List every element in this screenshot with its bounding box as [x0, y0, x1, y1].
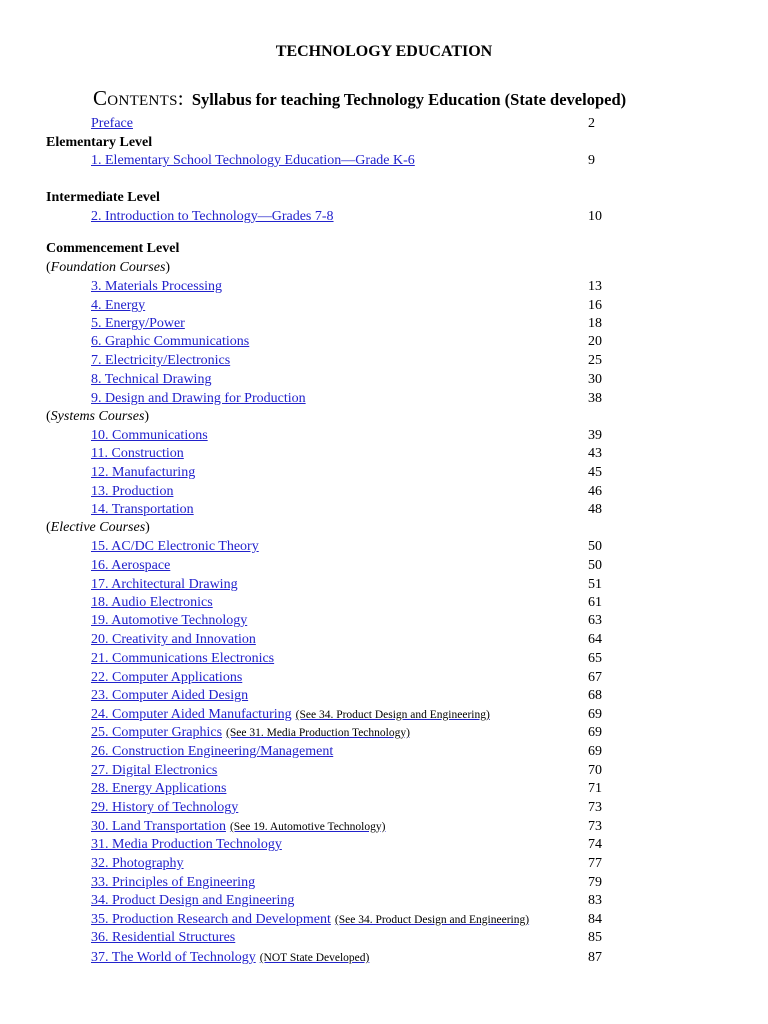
toc-link[interactable]: 20. Creativity and Innovation	[91, 632, 256, 647]
toc-row	[0, 705, 768, 724]
toc-page-number: 69	[588, 725, 602, 740]
toc-link[interactable]: 21. Communications Electronics	[91, 651, 275, 666]
toc-row	[0, 835, 768, 854]
toc-page-number: 63	[588, 613, 602, 628]
toc-row	[0, 296, 768, 315]
toc-link[interactable]	[91, 817, 385, 837]
toc-row	[0, 556, 768, 575]
toc-row	[0, 668, 768, 687]
toc-row	[0, 351, 768, 370]
toc-row	[0, 611, 768, 630]
toc-link[interactable]: 4. Energy	[91, 298, 146, 313]
toc-link[interactable]	[91, 948, 369, 968]
toc-page-number: 10	[588, 209, 602, 224]
toc-row	[0, 649, 768, 668]
group-label: Foundation Courses	[50, 260, 166, 275]
toc-note: (NOT State Developed)	[259, 952, 370, 964]
toc-link[interactable]: 11. Construction	[91, 446, 184, 461]
toc-row	[0, 151, 768, 170]
toc-link[interactable]: 1. Elementary School Technology Education—Grade K-6	[91, 153, 415, 168]
toc-link-preface[interactable]: Preface	[91, 116, 133, 131]
toc-note: (See 31. Media Production Technology)	[226, 727, 410, 739]
toc-row	[0, 389, 768, 408]
toc-link[interactable]	[91, 910, 529, 930]
toc-page-number: 79	[588, 875, 602, 890]
toc-page-number: 50	[588, 558, 602, 573]
toc-link[interactable]: 29. History of Technology	[91, 800, 239, 815]
toc-row	[0, 817, 768, 836]
toc-page-number: 43	[588, 446, 602, 461]
toc-page-number: 73	[588, 800, 602, 815]
toc-page-number: 74	[588, 837, 602, 852]
toc-page-number: 25	[588, 353, 602, 368]
toc-row	[0, 779, 768, 798]
toc-link-label[interactable]: 35. Production Research and Development	[91, 912, 331, 927]
toc-row	[0, 575, 768, 594]
toc-link[interactable]: 27. Digital Electronics	[91, 763, 218, 778]
toc-row	[0, 370, 768, 389]
toc-page-number: 70	[588, 763, 602, 778]
toc-link[interactable]	[91, 723, 410, 743]
toc-row	[0, 910, 768, 929]
toc-link[interactable]: 8. Technical Drawing	[91, 372, 212, 387]
toc-row	[0, 798, 768, 817]
toc-row	[0, 686, 768, 705]
group-heading-systems: (Systems Courses)	[46, 409, 150, 424]
toc-page-number: 20	[588, 334, 602, 349]
toc-link[interactable]	[91, 705, 490, 725]
toc-note: (See 19. Automotive Technology)	[229, 821, 386, 833]
toc-link[interactable]: 16. Aerospace	[91, 558, 171, 573]
toc-row	[0, 891, 768, 910]
toc-page-number: 68	[588, 688, 602, 703]
toc-link[interactable]: 32. Photography	[91, 856, 184, 871]
toc-page-number: 73	[588, 819, 602, 834]
toc-row	[0, 854, 768, 873]
toc-link[interactable]: 15. AC/DC Electronic Theory	[91, 539, 259, 554]
toc-row	[0, 500, 768, 519]
toc-page-number: 85	[588, 930, 602, 945]
toc-link[interactable]: 17. Architectural Drawing	[91, 577, 238, 592]
toc-row	[0, 332, 768, 351]
toc-page-number: 46	[588, 484, 602, 499]
group-label: Systems Courses	[50, 409, 145, 424]
toc-row-preface	[0, 114, 768, 133]
toc-page-number: 51	[588, 577, 602, 592]
toc-link[interactable]: 36. Residential Structures	[91, 930, 236, 945]
toc-row	[0, 537, 768, 556]
toc-page-number: 39	[588, 428, 602, 443]
toc-link[interactable]: 5. Energy/Power	[91, 316, 185, 331]
toc-row	[0, 948, 768, 967]
level-heading-commencement: Commencement Level	[46, 241, 180, 256]
toc-link[interactable]: 18. Audio Electronics	[91, 595, 213, 610]
toc-page-number: 69	[588, 707, 602, 722]
toc-page-number: 65	[588, 651, 602, 666]
toc-link[interactable]: 7. Electricity/Electronics	[91, 353, 231, 368]
toc-row	[0, 207, 768, 226]
group-label: Elective Courses	[50, 520, 146, 535]
toc-link[interactable]: 23. Computer Aided Design	[91, 688, 249, 703]
contents-heading	[93, 86, 626, 111]
toc-row	[0, 873, 768, 892]
toc-link[interactable]: 28. Energy Applications	[91, 781, 227, 796]
toc-note: (See 34. Product Design and Engineering)	[295, 709, 490, 721]
toc-page-number: 2	[588, 116, 595, 131]
toc-row	[0, 314, 768, 333]
toc-link[interactable]: 34. Product Design and Engineering	[91, 893, 295, 908]
toc-link[interactable]: 10. Communications	[91, 428, 208, 443]
toc-link-label[interactable]: 24. Computer Aided Manufacturing	[91, 707, 292, 722]
toc-link[interactable]: 33. Principles of Engineering	[91, 875, 256, 890]
toc-link[interactable]: 9. Design and Drawing for Production	[91, 391, 306, 406]
toc-note: (See 34. Product Design and Engineering)	[334, 914, 530, 926]
contents-subtitle: Syllabus for teaching Technology Education (State developed)	[191, 90, 627, 109]
toc-link[interactable]: 19. Automotive Technology	[91, 613, 248, 628]
toc-row	[0, 761, 768, 780]
group-heading-foundation: (Foundation Courses)	[46, 260, 171, 275]
toc-page-number: 83	[588, 893, 602, 908]
toc-page-number: 67	[588, 670, 602, 685]
toc-row	[0, 723, 768, 742]
contents-label: Contents:	[93, 86, 184, 110]
toc-page-number: 9	[588, 153, 595, 168]
toc-link-label[interactable]: 30. Land Transportation	[91, 819, 226, 834]
toc-row	[0, 630, 768, 649]
toc-page-number: 61	[588, 595, 602, 610]
group-heading-elective: (Elective Courses)	[46, 520, 150, 535]
toc-page-number: 45	[588, 465, 602, 480]
toc-row	[0, 593, 768, 612]
toc-page-number: 64	[588, 632, 602, 647]
toc-row	[0, 444, 768, 463]
toc-page-number: 16	[588, 298, 602, 313]
level-heading-intermediate: Intermediate Level	[46, 190, 160, 205]
toc-link[interactable]: 3. Materials Processing	[91, 279, 223, 294]
toc-link[interactable]: 31. Media Production Technology	[91, 837, 282, 852]
toc-page-number: 50	[588, 539, 602, 554]
toc-page-number: 71	[588, 781, 602, 796]
toc-link[interactable]: 14. Transportation	[91, 502, 194, 517]
toc-link-label[interactable]: 25. Computer Graphics	[91, 725, 223, 740]
toc-row	[0, 482, 768, 501]
toc-row	[0, 277, 768, 296]
toc-link[interactable]: 6. Graphic Communications	[91, 334, 250, 349]
toc-page-number: 77	[588, 856, 602, 871]
toc-link[interactable]: 13. Production	[91, 484, 174, 499]
toc-page-number: 87	[588, 950, 602, 965]
toc-row	[0, 928, 768, 947]
document-title: TECHNOLOGY EDUCATION	[275, 43, 493, 60]
toc-page-number: 84	[588, 912, 602, 927]
toc-page-number: 69	[588, 744, 602, 759]
toc-page-number: 38	[588, 391, 602, 406]
toc-link-label[interactable]: 37. The World of Technology	[91, 950, 256, 965]
level-heading-elementary: Elementary Level	[46, 135, 153, 150]
toc-page-number: 48	[588, 502, 602, 517]
toc-link[interactable]: 22. Computer Applications	[91, 670, 243, 685]
toc-link[interactable]: 26. Construction Engineering/Management	[91, 744, 334, 759]
toc-page-number: 13	[588, 279, 602, 294]
toc-link[interactable]: 12. Manufacturing	[91, 465, 196, 480]
toc-row	[0, 742, 768, 761]
toc-page-number: 18	[588, 316, 602, 331]
toc-row	[0, 463, 768, 482]
toc-row	[0, 426, 768, 445]
toc-page-number: 30	[588, 372, 602, 387]
toc-link[interactable]: 2. Introduction to Technology—Grades 7-8	[91, 209, 334, 224]
